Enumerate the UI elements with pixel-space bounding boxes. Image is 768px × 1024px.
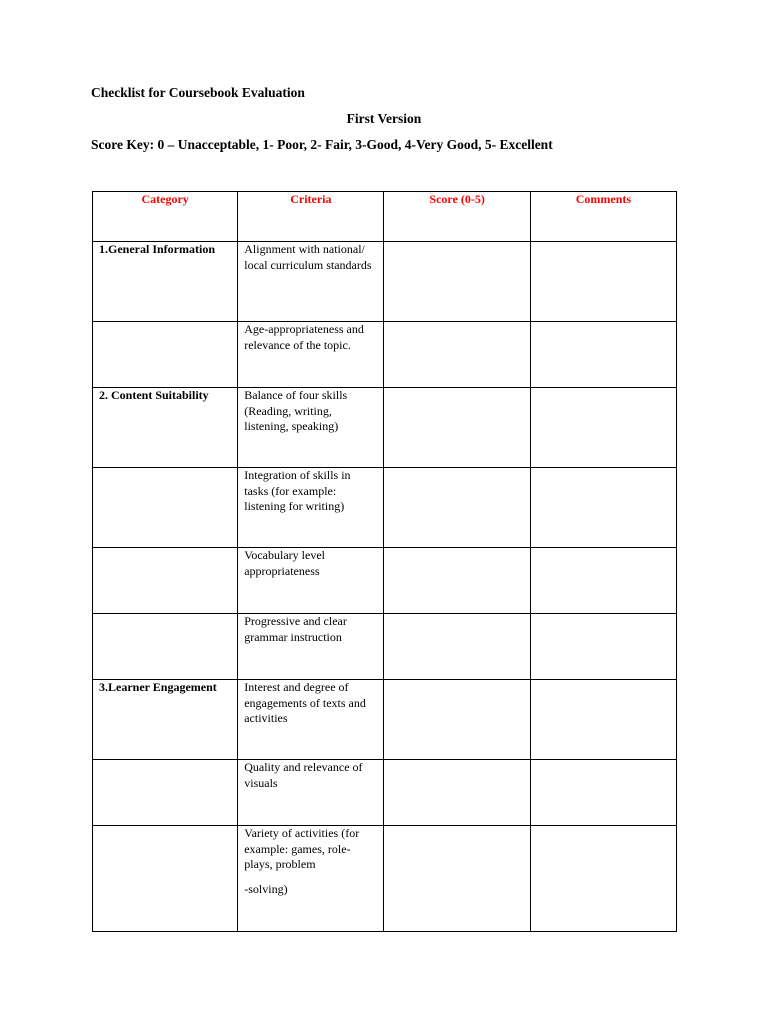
document-title: Checklist for Coursebook Evaluation [91,85,305,100]
category-cell: 2. Content Suitability [93,388,238,468]
table-row [93,322,677,388]
table-row [93,548,677,614]
table-row [93,388,677,468]
criteria-cell [238,548,384,614]
comments-cell[interactable] [530,760,676,826]
evaluation-table [92,191,677,932]
category-cell [93,468,238,548]
comments-cell[interactable] [530,242,676,322]
criteria-text: Integration of skills in tasks (for example: listening for writing) [244,468,351,513]
criteria-text-continued: -solving) [244,881,288,896]
score-cell[interactable] [384,760,530,826]
score-cell[interactable] [384,322,530,388]
criteria-cell [238,760,384,826]
score-cell[interactable] [384,826,530,932]
criteria-cell [238,826,384,932]
header-criteria: Criteria [238,192,384,242]
criteria-cell [238,322,384,388]
criteria-text: Variety of activities (for example: games, role-plays, problem [244,826,360,871]
category-cell [93,760,238,826]
criteria-text: Balance of four skills (Reading, writing, listening, speaking) [244,388,348,433]
category-cell [93,548,238,614]
table-row [93,826,677,932]
score-cell[interactable] [384,680,530,760]
header-category: Category [93,192,238,242]
table-row [93,760,677,826]
criteria-cell [238,680,384,760]
criteria-cell [238,242,384,322]
category-cell [93,322,238,388]
table-row [93,614,677,680]
score-cell[interactable] [384,388,530,468]
table-row [93,468,677,548]
criteria-cell [238,468,384,548]
category-cell [93,614,238,680]
comments-cell[interactable] [530,548,676,614]
score-key: Score Key: 0 – Unacceptable, 1- Poor, 2- Fair, 3-Good, 4-Very Good, 5- Excellent [91,137,553,152]
score-cell[interactable] [384,548,530,614]
criteria-cell [238,388,384,468]
criteria-text: Progressive and clear grammar instruction [244,614,347,644]
comments-cell[interactable] [530,680,676,760]
criteria-text: Alignment with national/ local curriculum standards [244,242,372,272]
category-cell: 1.General Information [93,242,238,322]
header-score: Score (0-5) [384,192,530,242]
table-row [93,680,677,760]
comments-cell[interactable] [530,322,676,388]
category-cell: 3.Learner Engagement [93,680,238,760]
criteria-text: Interest and degree of engagements of texts and activities [244,680,366,725]
score-cell[interactable] [384,242,530,322]
criteria-text: Quality and relevance of visuals [244,760,363,790]
document-version: First Version [346,111,422,126]
comments-cell[interactable] [530,614,676,680]
table-header-row [93,192,677,242]
table-row [93,242,677,322]
comments-cell[interactable] [530,468,676,548]
score-cell[interactable] [384,468,530,548]
comments-cell[interactable] [530,826,676,932]
criteria-text: Vocabulary level appropriateness [244,548,325,578]
category-cell [93,826,238,932]
score-cell[interactable] [384,614,530,680]
header-comments: Comments [530,192,676,242]
criteria-text: Age-appropriateness and relevance of the topic. [244,322,364,352]
criteria-cell [238,614,384,680]
comments-cell[interactable] [530,388,676,468]
